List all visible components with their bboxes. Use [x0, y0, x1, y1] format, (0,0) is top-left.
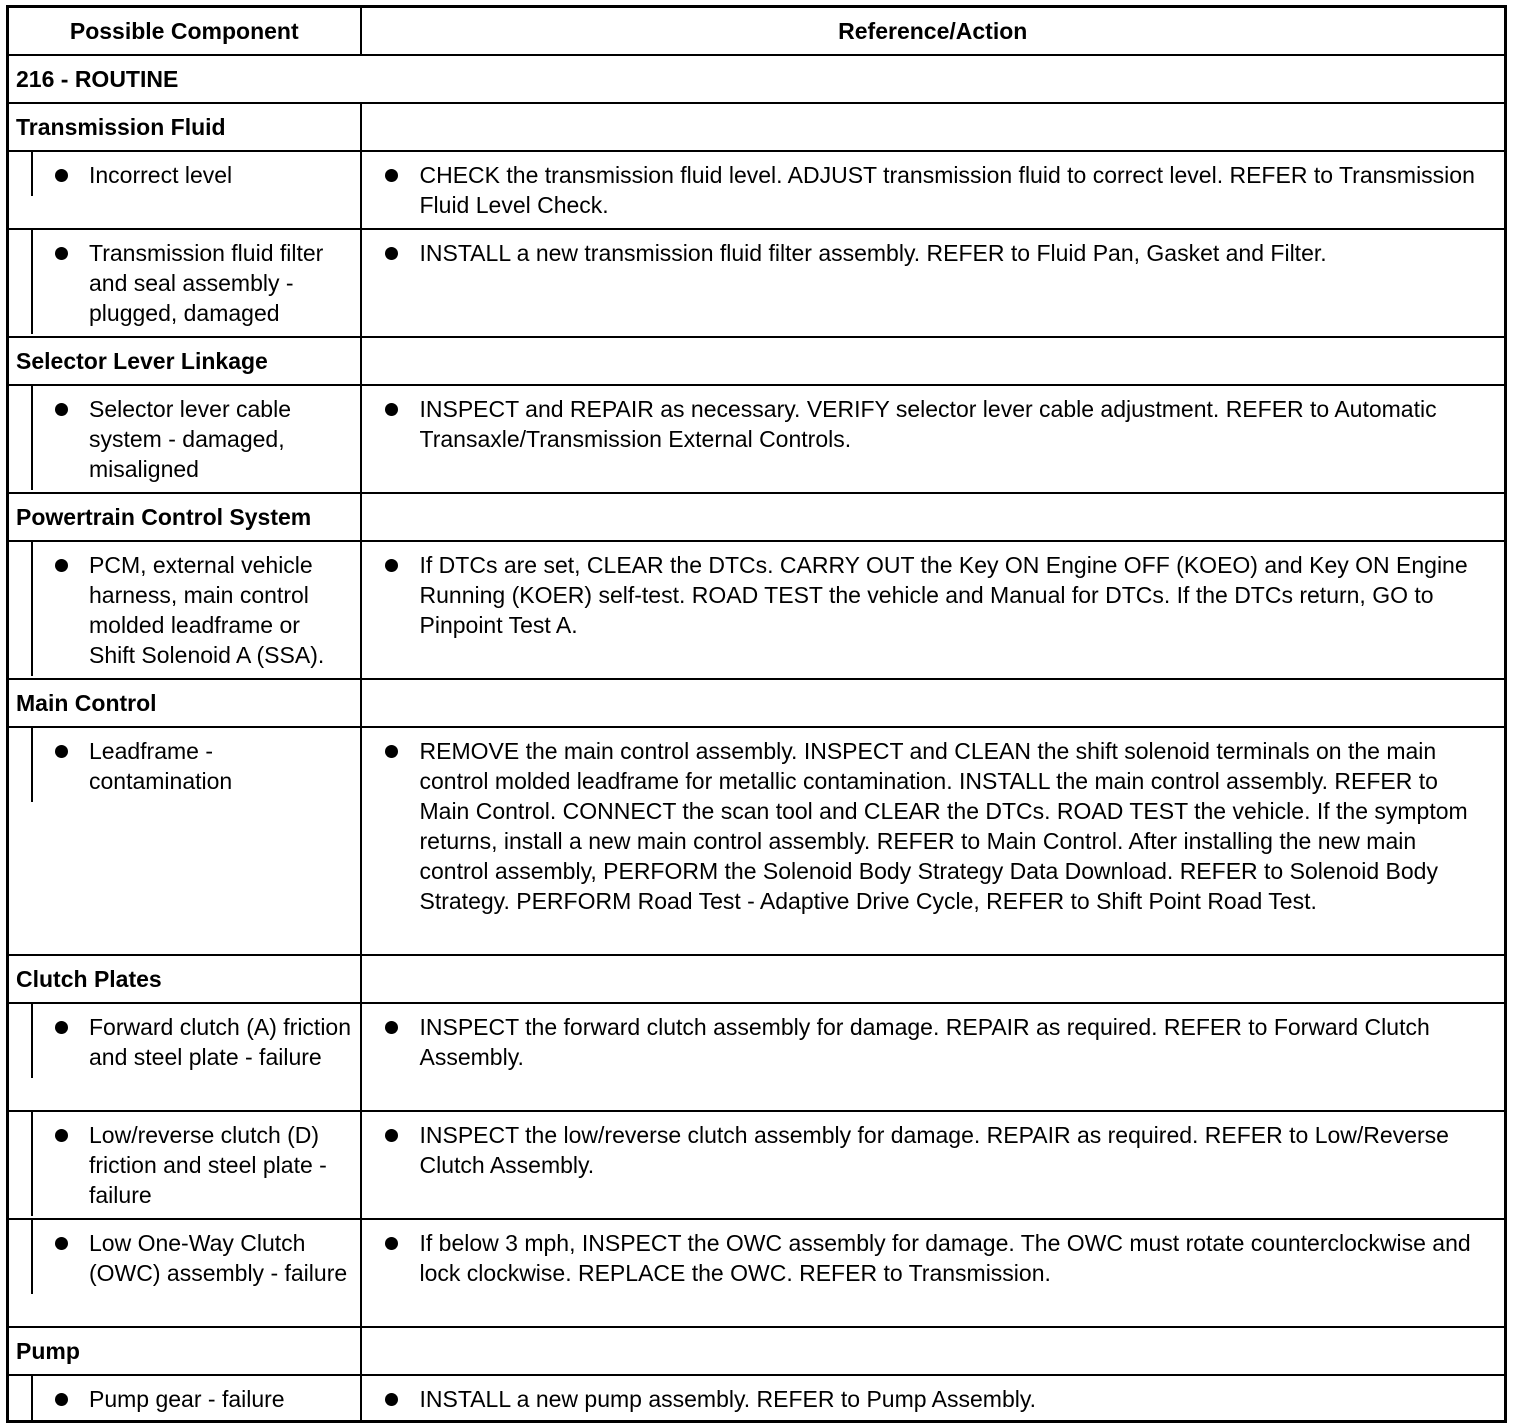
component-text: Leadframe - contamination — [89, 738, 233, 794]
section-empty-cell — [361, 955, 1506, 1003]
table-row — [8, 1003, 1506, 1111]
section-title: Main Control — [8, 679, 361, 727]
component-text: Low/reverse clutch (D) friction and steel plate - failure — [89, 1122, 327, 1208]
bullet-icon — [363, 394, 420, 454]
component-text: Selector lever cable system - damaged, misaligned — [89, 396, 291, 482]
bullet-icon — [363, 1384, 420, 1414]
section-row — [8, 1327, 1506, 1375]
action-text: INSTALL a new transmission fluid filter assembly. REFER to Fluid Pan, Gasket and Filter. — [419, 240, 1327, 266]
bullet-icon — [363, 1012, 420, 1072]
action-cell — [361, 1003, 1506, 1111]
bullet-icon — [33, 1012, 89, 1072]
component-cell — [8, 151, 361, 229]
bullet-icon — [33, 238, 89, 328]
action-text: INSPECT the low/reverse clutch assembly for damage. REPAIR as required. REFER to Low/Reverse Clutch Assembly. — [419, 1122, 1449, 1178]
table-row — [8, 385, 1506, 493]
action-text: INSPECT and REPAIR as necessary. VERIFY selector lever cable adjustment. REFER to Automatic Transaxle/Transmission External Controls. — [419, 396, 1437, 452]
component-cell — [8, 1219, 361, 1327]
component-text: Incorrect level — [89, 162, 233, 188]
component-cell — [8, 541, 361, 679]
table-row — [8, 1111, 1506, 1219]
action-cell — [361, 385, 1506, 493]
table-row — [8, 541, 1506, 679]
section-title: Selector Lever Linkage — [8, 337, 361, 385]
component-text: Low One-Way Clutch (OWC) assembly - failure — [89, 1230, 348, 1286]
bullet-icon — [33, 736, 89, 796]
section-empty-cell — [361, 337, 1506, 385]
section-title: Pump — [8, 1327, 361, 1375]
diagnosis-table — [6, 5, 1507, 1423]
section-empty-cell — [361, 103, 1506, 151]
routine-label: 216 - ROUTINE — [8, 55, 1506, 103]
table-row — [8, 727, 1506, 955]
component-cell — [8, 385, 361, 493]
bullet-icon — [33, 1228, 89, 1288]
action-text: REMOVE the main control assembly. INSPECT and CLEAN the shift solenoid terminals on the main control molded leadframe for metallic contamination. INSTALL the main control assembly. REFER to Main Control. CONNECT the scan tool and CLEAR the DTCs. ROAD TEST the vehicle. If the symptom returns, install a new main control assembly. REFER to Main Control. After installing the new main control assembly, PERFORM the Solenoid Body Strategy Data Download. REFER to Solenoid Body Strategy. PERFORM Road Test - Adaptive Drive Cycle, REFER to Shift Point Road Test. — [419, 738, 1468, 914]
action-cell — [361, 1111, 1506, 1219]
bullet-icon — [33, 160, 89, 190]
action-text: CHECK the transmission fluid level. ADJUST transmission fluid to correct level. REFER to Transmission Fluid Level Check. — [419, 162, 1475, 218]
section-empty-cell — [361, 493, 1506, 541]
section-empty-cell — [361, 1327, 1506, 1375]
header-reference-action: Reference/Action — [361, 7, 1506, 56]
action-text: If below 3 mph, INSPECT the OWC assembly for damage. The OWC must rotate counterclockwise and lock clockwise. REPLACE the OWC. REFER to Transmission. — [419, 1230, 1471, 1286]
component-cell — [8, 1003, 361, 1111]
section-row — [8, 493, 1506, 541]
action-cell — [361, 151, 1506, 229]
bullet-icon — [363, 1120, 420, 1180]
component-cell — [8, 1111, 361, 1219]
action-text: INSPECT the forward clutch assembly for damage. REPAIR as required. REFER to Forward Clutch Assembly. — [419, 1014, 1430, 1070]
bullet-icon — [33, 394, 89, 484]
bullet-icon — [33, 550, 89, 670]
action-cell — [361, 541, 1506, 679]
section-row — [8, 679, 1506, 727]
component-cell — [8, 727, 361, 955]
bullet-icon — [363, 160, 420, 220]
table-row — [8, 1375, 1506, 1422]
action-text: INSTALL a new pump assembly. REFER to Pump Assembly. — [419, 1386, 1037, 1412]
action-text: If DTCs are set, CLEAR the DTCs. CARRY OUT the Key ON Engine OFF (KOEO) and Key ON Engine Running (KOER) self-test. ROAD TEST the vehicle and Manual for DTCs. If the DTCs return, GO to Pinpoint Test A. — [419, 552, 1468, 638]
section-empty-cell — [361, 679, 1506, 727]
table-row — [8, 151, 1506, 229]
component-cell — [8, 1375, 361, 1422]
bullet-icon — [33, 1384, 89, 1414]
table-row — [8, 229, 1506, 337]
action-cell — [361, 1375, 1506, 1422]
header-possible-component: Possible Component — [8, 7, 361, 56]
component-text: Transmission fluid filter and seal assembly - plugged, damaged — [89, 240, 324, 326]
section-row — [8, 103, 1506, 151]
section-title: Powertrain Control System — [8, 493, 361, 541]
routine-row — [8, 55, 1506, 103]
section-title: Clutch Plates — [8, 955, 361, 1003]
bullet-icon — [363, 550, 420, 640]
section-row — [8, 337, 1506, 385]
action-cell — [361, 1219, 1506, 1327]
bullet-icon — [33, 1120, 89, 1210]
action-cell — [361, 727, 1506, 955]
bullet-icon — [363, 1228, 420, 1288]
bullet-icon — [363, 238, 420, 268]
section-row — [8, 955, 1506, 1003]
table-row — [8, 1219, 1506, 1327]
section-title: Transmission Fluid — [8, 103, 361, 151]
component-cell — [8, 229, 361, 337]
header-row — [8, 7, 1506, 56]
component-text: PCM, external vehicle harness, main control molded leadframe or Shift Solenoid A (SSA). — [89, 552, 325, 668]
action-cell — [361, 229, 1506, 337]
component-text: Pump gear - failure — [89, 1386, 285, 1412]
component-text: Forward clutch (A) friction and steel plate - failure — [89, 1014, 352, 1070]
bullet-icon — [363, 736, 420, 916]
